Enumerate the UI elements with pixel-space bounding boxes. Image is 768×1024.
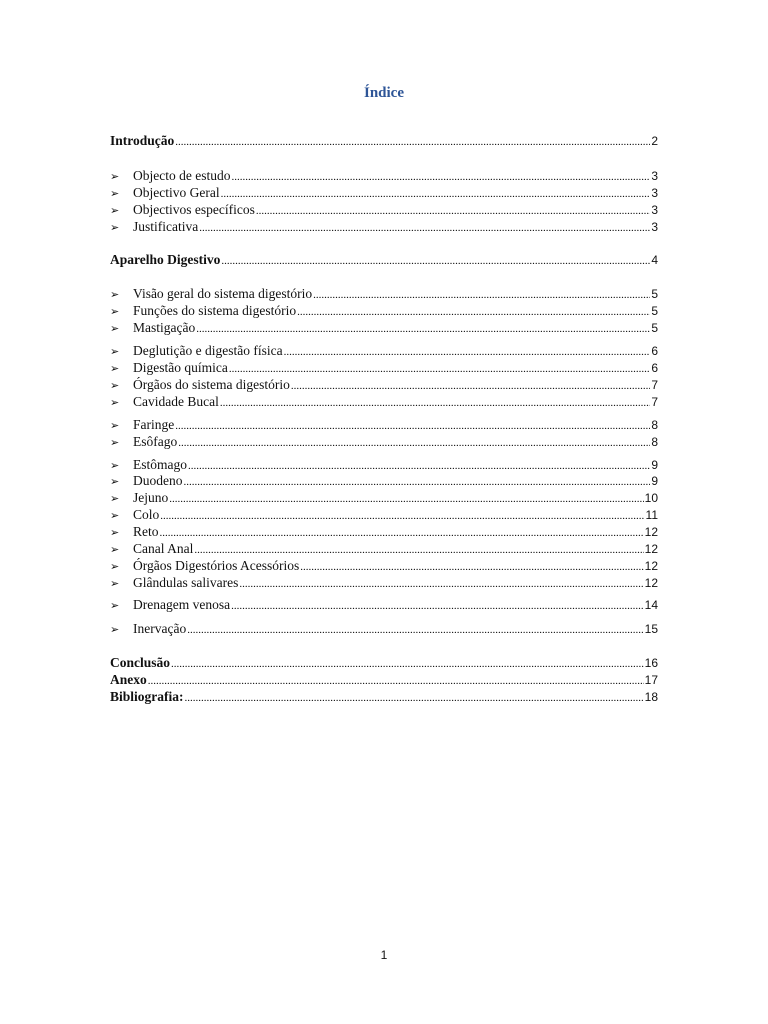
toc-entry-page-number: 10 [644, 491, 658, 505]
toc-entry[interactable] [110, 575, 658, 591]
toc-entry-page-number: 8 [651, 435, 658, 449]
toc-entry-page-number: 4 [651, 253, 658, 267]
dot-leader [231, 598, 644, 614]
arrow-bullet-icon: ➢ [110, 623, 120, 636]
dot-leader [187, 622, 643, 638]
toc-entry-label: Anexo [110, 672, 147, 687]
dot-leader [220, 395, 650, 411]
toc-entry[interactable] [110, 672, 658, 688]
toc-entry[interactable] [110, 219, 658, 235]
toc-entry[interactable] [110, 507, 658, 523]
toc-entry[interactable] [110, 689, 658, 705]
dot-leader [291, 378, 650, 394]
toc-entry-page-number: 9 [651, 474, 658, 488]
toc-entry-page-number: 14 [644, 598, 658, 612]
toc-entry-label: Conclusão [110, 655, 171, 670]
toc-entry[interactable] [110, 343, 658, 359]
toc-entry[interactable] [110, 621, 658, 637]
dot-leader [160, 525, 644, 541]
toc-entry[interactable] [110, 377, 658, 393]
dot-leader [231, 169, 650, 185]
toc-entry-page-number: 11 [645, 508, 658, 522]
arrow-bullet-icon: ➢ [110, 436, 120, 449]
toc-entry[interactable] [110, 303, 658, 319]
toc-entry[interactable] [110, 417, 658, 433]
toc-entry[interactable] [110, 655, 658, 671]
dot-leader [175, 418, 650, 434]
dot-leader [221, 253, 650, 269]
toc-entry[interactable] [110, 558, 658, 574]
arrow-bullet-icon: ➢ [110, 305, 120, 318]
dot-leader [196, 321, 650, 337]
toc-entry-page-number: 12 [644, 559, 658, 573]
toc-entry-page-number: 6 [651, 361, 658, 375]
toc-entry-label: Objectivos específicos [133, 202, 255, 217]
dot-leader [256, 203, 650, 219]
toc-entry[interactable] [110, 360, 658, 376]
dot-leader [229, 361, 650, 377]
toc-entry-page-number: 18 [644, 690, 658, 704]
toc-entry-label: Reto [133, 524, 159, 539]
arrow-bullet-icon: ➢ [110, 509, 120, 522]
toc-entry-label: Órgãos Digestórios Acessórios [133, 558, 300, 573]
arrow-bullet-icon: ➢ [110, 322, 120, 335]
dot-leader [171, 656, 644, 672]
toc-entry-page-number: 5 [651, 321, 658, 335]
toc-entry[interactable] [110, 457, 658, 473]
toc-entry-page-number: 5 [651, 287, 658, 301]
page-title: Índice [363, 85, 404, 101]
toc-entry[interactable] [110, 185, 658, 201]
dot-leader [221, 186, 651, 202]
toc-entry-page-number: 3 [651, 186, 658, 200]
dot-leader [313, 287, 650, 303]
dot-leader [239, 576, 643, 592]
toc-entry-label: Duodeno [133, 473, 183, 488]
toc-entry[interactable] [110, 394, 658, 410]
toc-entry-page-number: 17 [644, 673, 658, 687]
dot-leader [148, 673, 644, 689]
toc-entry-page-number: 2 [651, 134, 658, 148]
dot-leader [284, 344, 651, 360]
dot-leader [184, 474, 651, 490]
dot-leader [199, 220, 650, 236]
toc-entry-page-number: 12 [644, 542, 658, 556]
arrow-bullet-icon: ➢ [110, 288, 120, 301]
toc-entry[interactable] [110, 133, 658, 149]
arrow-bullet-icon: ➢ [110, 526, 120, 539]
toc-entry-label: Colo [133, 507, 160, 522]
toc-entry-label: Aparelho Digestivo [110, 252, 221, 267]
arrow-bullet-icon: ➢ [110, 475, 120, 488]
arrow-bullet-icon: ➢ [110, 560, 120, 573]
toc-entry-page-number: 7 [651, 378, 658, 392]
dot-leader [194, 542, 643, 558]
toc-entry-page-number: 3 [651, 203, 658, 217]
dot-leader [169, 491, 643, 507]
toc-entry-label: Objectivo Geral [133, 185, 220, 200]
toc-entry-page-number: 7 [651, 395, 658, 409]
arrow-bullet-icon: ➢ [110, 459, 120, 472]
toc-entry-label: Visão geral do sistema digestório [133, 286, 313, 301]
arrow-bullet-icon: ➢ [110, 170, 120, 183]
toc-entry-label: Canal Anal [133, 541, 194, 556]
toc-entry-page-number: 3 [651, 220, 658, 234]
toc-entry-page-number: 12 [644, 525, 658, 539]
toc-entry-label: Órgãos do sistema digestório [133, 377, 290, 392]
toc-entry[interactable] [110, 524, 658, 540]
toc-entry-label: Justificativa [133, 219, 199, 234]
toc-entry[interactable] [110, 597, 658, 613]
toc-entry-page-number: 6 [651, 344, 658, 358]
arrow-bullet-icon: ➢ [110, 187, 120, 200]
arrow-bullet-icon: ➢ [110, 419, 120, 432]
dot-leader [300, 559, 643, 575]
dot-leader [297, 304, 650, 320]
toc-entry-label: Deglutição e digestão física [133, 343, 283, 358]
arrow-bullet-icon: ➢ [110, 396, 120, 409]
toc-entry-label: Introdução [110, 133, 175, 148]
arrow-bullet-icon: ➢ [110, 379, 120, 392]
toc-entry[interactable] [110, 252, 658, 268]
toc-entry-label: Mastigação [133, 320, 196, 335]
dot-leader [188, 458, 650, 474]
arrow-bullet-icon: ➢ [110, 221, 120, 234]
toc-entry-label: Objecto de estudo [133, 168, 231, 183]
toc-entry-page-number: 16 [644, 656, 658, 670]
toc-entry-label: Funções do sistema digestório [133, 303, 297, 318]
toc-entry-page-number: 3 [651, 169, 658, 183]
toc-entry[interactable] [110, 434, 658, 450]
toc-entry[interactable] [110, 168, 658, 184]
toc-entry[interactable] [110, 202, 658, 218]
dot-leader [160, 508, 644, 524]
arrow-bullet-icon: ➢ [110, 543, 120, 556]
dot-leader [175, 134, 650, 150]
toc-entry-label: Faringe [133, 417, 175, 432]
toc-entry-label: Inervação [133, 621, 187, 636]
toc-entry-page-number: 12 [644, 576, 658, 590]
toc-entry-label: Bibliografia: [110, 689, 184, 704]
dot-leader [178, 435, 650, 451]
toc-entry[interactable] [110, 541, 658, 557]
toc-entry-page-number: 5 [651, 304, 658, 318]
toc-entry[interactable] [110, 473, 658, 489]
arrow-bullet-icon: ➢ [110, 599, 120, 612]
toc-entry-label: Digestão química [133, 360, 228, 375]
page-number: 1 [380, 948, 388, 962]
toc-entry-label: Glândulas salivares [133, 575, 239, 590]
dot-leader [185, 690, 644, 706]
toc-entry-page-number: 9 [651, 458, 658, 472]
toc-entry-label: Jejuno [133, 490, 169, 505]
arrow-bullet-icon: ➢ [110, 204, 120, 217]
arrow-bullet-icon: ➢ [110, 362, 120, 375]
arrow-bullet-icon: ➢ [110, 492, 120, 505]
toc-entry-label: Drenagem venosa [133, 597, 231, 612]
toc-entry[interactable] [110, 286, 658, 302]
toc-entry-label: Esôfago [133, 434, 178, 449]
toc-entry[interactable] [110, 320, 658, 336]
toc-entry-page-number: 15 [644, 622, 658, 636]
arrow-bullet-icon: ➢ [110, 345, 120, 358]
toc-entry-page-number: 8 [651, 418, 658, 432]
arrow-bullet-icon: ➢ [110, 577, 120, 590]
toc-entry-label: Estômago [133, 457, 187, 472]
toc-entry[interactable] [110, 490, 658, 506]
toc-entry-label: Cavidade Bucal [133, 394, 219, 409]
